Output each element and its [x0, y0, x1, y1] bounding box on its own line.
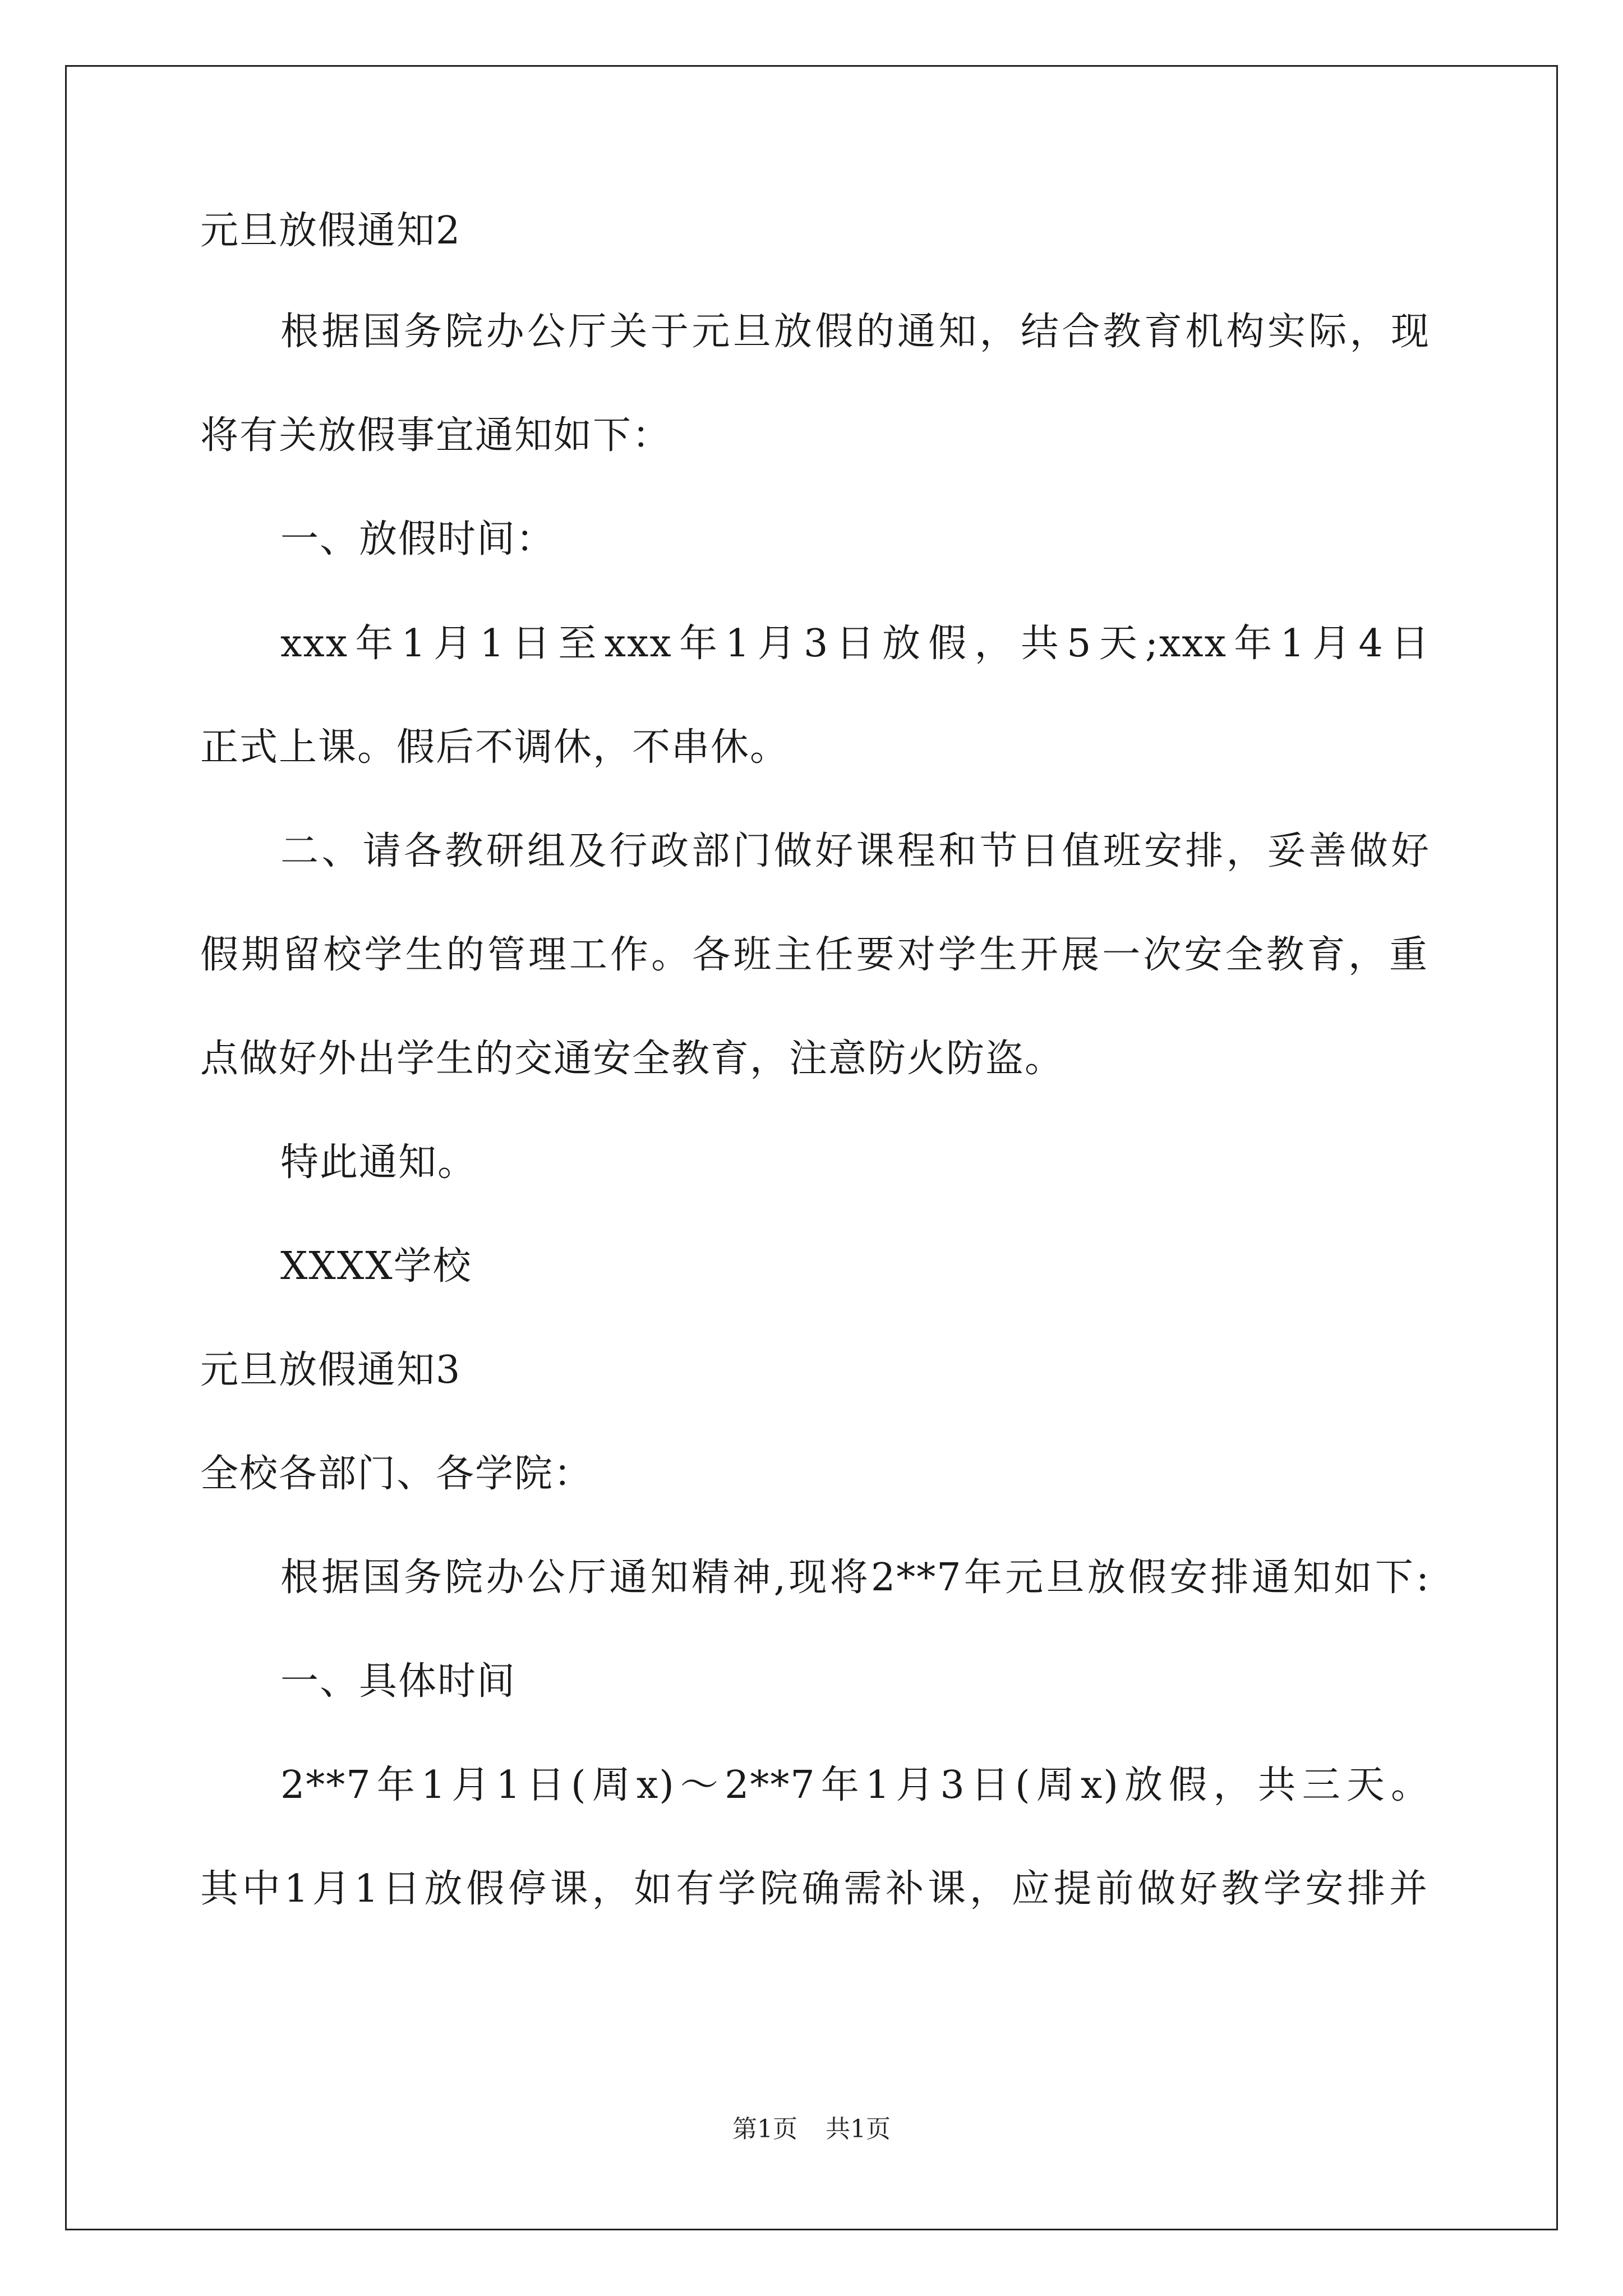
- page-number-current: 第1页: [732, 2115, 797, 2143]
- paragraph-line: xxx年1月1日至xxx年1月3日放假，共5天;xxx年1月4日: [280, 622, 1430, 666]
- heading-specific-time: 一、具体时间: [280, 1659, 517, 1704]
- page-footer: [0, 2114, 1623, 2145]
- paragraph-line: 二、请各教研组及行政部门做好课程和节日值班安排，妥善做好: [280, 829, 1430, 873]
- paragraph-line: 将有关放假事宜通知如下：: [200, 413, 672, 458]
- paragraph-line: 点做好外出学生的交通安全教育，注意防火防盗。: [200, 1037, 1064, 1081]
- section-title-3: 元旦放假通知3: [200, 1348, 462, 1392]
- paragraph-line: 正式上课。假后不调休，不串休。: [200, 725, 790, 770]
- paragraph-line: 2**7年1月1日(周x)～2**7年1月3日(周x)放假，共三天。: [280, 1763, 1430, 1807]
- paragraph-line: 根据国务院办公厅关于元旦放假的通知，结合教育机构实际，现: [280, 310, 1430, 354]
- paragraph-line: 根据国务院办公厅通知精神,现将2**7年元旦放假安排通知如下:: [280, 1556, 1430, 1600]
- page-number-total: 共1页: [826, 2115, 891, 2143]
- paragraph-line: 假期留校学生的管理工作。各班主任要对学生开展一次安全教育，重: [200, 933, 1428, 977]
- paragraph-line: 其中1月1日放假停课，如有学院确需补课，应提前做好教学安排并: [200, 1867, 1428, 1911]
- signature-school: XXXX学校: [280, 1244, 472, 1289]
- heading-holiday-time: 一、放假时间：: [280, 517, 556, 562]
- section-title-2: 元旦放假通知2: [200, 209, 462, 253]
- closing-line: 特此通知。: [280, 1140, 477, 1185]
- salutation-line: 全校各部门、各学院：: [200, 1452, 593, 1496]
